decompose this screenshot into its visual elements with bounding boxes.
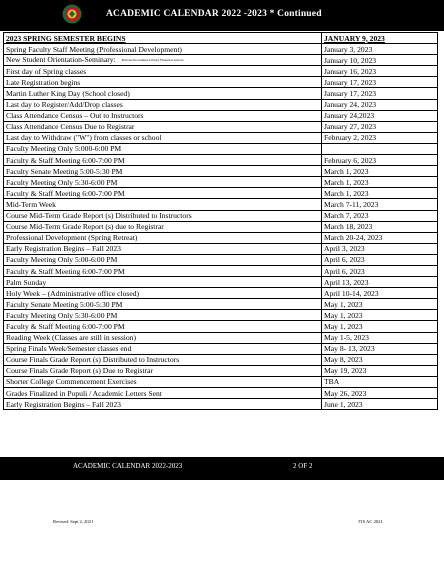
date-cell: March 7-11, 2023: [322, 199, 438, 210]
date-cell: May 8- 13, 2023: [322, 343, 438, 354]
event-cell: [4, 77, 322, 88]
event-label: Course Finals Grade Report (s) Distributed to Instructors: [6, 355, 180, 365]
table-row: [4, 399, 438, 410]
date-cell: May 1, 2023: [322, 299, 438, 310]
date-cell: March 18, 2023: [322, 221, 438, 232]
date-cell: May 8, 2023: [322, 354, 438, 365]
event-cell: [4, 365, 322, 376]
event-cell: [4, 66, 322, 77]
table-row: [4, 232, 438, 243]
event-cell: [4, 288, 322, 299]
event-cell: [4, 121, 322, 132]
date-cell: April 10-14, 2023: [322, 288, 438, 299]
event-label: Faculty Meeting Only 5:00-6:00 PM: [6, 255, 118, 265]
event-label: Reading Week (Classes are still in session): [6, 333, 137, 343]
event-label: First day of Spring classes: [6, 66, 87, 76]
event-label: Faculty Meeting Only 5:000-6:00 PM: [6, 144, 122, 154]
table-row: [4, 55, 438, 66]
event-label: Faculty & Staff Meeting 6:00-7:00 PM: [6, 266, 125, 276]
calendar-table: [3, 32, 438, 410]
event-cell: [4, 177, 322, 188]
table-row: [4, 388, 438, 399]
event-cell: [4, 55, 322, 66]
date-cell: April 6, 2023: [322, 254, 438, 265]
table-row: [4, 221, 438, 232]
event-note: Policies Procedures Library Financial Aid etc.: [121, 58, 185, 63]
event-label: Faculty Meeting Only 5:30-6:00 PM: [6, 310, 118, 320]
date-cell: January 16, 2023: [322, 66, 438, 77]
event-cell: [4, 243, 322, 254]
event-label: Grades Finalized in Populi / Academic Letters Sent: [6, 388, 162, 398]
event-cell: [4, 399, 322, 410]
event-cell: [4, 299, 322, 310]
event-label: Course Mid-Term Grade Report (s) due to Registrar: [6, 222, 164, 232]
date-cell: May 1, 2023: [322, 310, 438, 321]
event-label: Class Attendance Census Due to Registrar: [6, 122, 135, 132]
event-label: Course Mid-Term Grade Report (s) Distributed to Instructors: [6, 211, 192, 221]
event-cell: [4, 166, 322, 177]
table-row: [4, 343, 438, 354]
event-cell: [4, 221, 322, 232]
event-label: Mid-Term Week: [6, 199, 56, 209]
footer-bar: [0, 457, 444, 480]
section-header-row: [4, 33, 438, 44]
date-cell: January 17, 2023: [322, 88, 438, 99]
event-label: Early Registration Begins – Fall 2023: [6, 399, 121, 409]
date-cell: May 1-5, 2023: [322, 332, 438, 343]
event-cell: [4, 321, 322, 332]
date-cell: [322, 143, 438, 154]
event-cell: [4, 155, 322, 166]
table-row: [4, 254, 438, 265]
event-label: Martin Luther King Day (School closed): [6, 89, 130, 99]
table-row: [4, 288, 438, 299]
date-cell: May 26, 2023: [322, 388, 438, 399]
event-label: Professional Development (Spring Retreat): [6, 233, 138, 243]
event-cell: [4, 132, 322, 143]
date-cell: April 13, 2023: [322, 277, 438, 288]
date-cell: March 1, 2023: [322, 177, 438, 188]
header-bar: [0, 0, 444, 31]
event-cell: [4, 310, 322, 321]
date-cell: May 19, 2023: [322, 365, 438, 376]
date-cell: March 20-24, 2023: [322, 232, 438, 243]
event-cell: [4, 44, 322, 55]
date-cell: February 2, 2023: [322, 132, 438, 143]
document-code: JTS AC 2021: [358, 519, 383, 524]
event-cell: [4, 277, 322, 288]
event-label: Last day to Register/Add/Drop classes: [6, 100, 123, 110]
section-heading: 2023 SPRING SEMESTER BEGINS: [4, 33, 322, 44]
table-row: [4, 188, 438, 199]
date-cell: May 1, 2023: [322, 321, 438, 332]
table-row: [4, 143, 438, 154]
event-label: Late Registration begins: [6, 77, 81, 87]
event-label: New Student Orientation-Seminary:: [6, 55, 116, 65]
event-cell: [4, 99, 322, 110]
section-heading-date: JANUARY 9, 2023: [322, 33, 438, 44]
date-cell: January 10, 2023: [322, 55, 438, 66]
event-cell: [4, 188, 322, 199]
table-row: [4, 199, 438, 210]
table-row: [4, 99, 438, 110]
event-cell: [4, 143, 322, 154]
table-row: [4, 132, 438, 143]
table-row: [4, 88, 438, 99]
table-row: [4, 155, 438, 166]
date-cell: January 3, 2023: [322, 44, 438, 55]
page-title: ACADEMIC CALENDAR 2022 -2023 * Continued: [106, 9, 322, 19]
page-number: 2 OF 2: [293, 462, 313, 470]
event-label: Faculty Senate Meeting 5:00-5:30 PM: [6, 299, 123, 309]
table-row: [4, 110, 438, 121]
date-cell: January 17, 2023: [322, 77, 438, 88]
table-row: [4, 310, 438, 321]
table-row: [4, 265, 438, 276]
date-cell: February 6, 2023: [322, 155, 438, 166]
date-cell: March 7, 2023: [322, 210, 438, 221]
date-cell: TBA: [322, 376, 438, 387]
event-label: Spring Faculty Staff Meeting (Professional Development): [6, 44, 182, 54]
event-label: Palm Sunday: [6, 277, 47, 287]
table-row: [4, 210, 438, 221]
table-row: [4, 299, 438, 310]
college-seal-icon: [62, 4, 82, 24]
table-row: [4, 166, 438, 177]
event-label: Holy Week – (Administrative office closed): [6, 288, 140, 298]
date-cell: January 24,2023: [322, 110, 438, 121]
table-row: [4, 321, 438, 332]
event-cell: [4, 232, 322, 243]
event-cell: [4, 199, 322, 210]
event-label: Faculty & Staff Meeting 6:00-7:00 PM: [6, 321, 125, 331]
event-label: Faculty & Staff Meeting 6:00-7:00 PM: [6, 188, 125, 198]
event-cell: [4, 254, 322, 265]
event-cell: [4, 376, 322, 387]
table-row: [4, 376, 438, 387]
table-row: [4, 354, 438, 365]
event-label: Class Attendance Census – Out to Instructors: [6, 111, 144, 121]
event-cell: [4, 354, 322, 365]
table-row: [4, 277, 438, 288]
event-cell: [4, 388, 322, 399]
event-cell: [4, 332, 322, 343]
event-label: Last day to Withdraw ("W") from classes or school: [6, 133, 162, 143]
table-row: [4, 365, 438, 376]
date-cell: April 6, 2023: [322, 265, 438, 276]
table-row: [4, 44, 438, 55]
revised-date: Revised: Sept 2, 2021: [53, 519, 94, 524]
table-row: [4, 177, 438, 188]
table-row: [4, 66, 438, 77]
event-label: Faculty Meeting Only 5:30-6:00 PM: [6, 177, 118, 187]
table-row: [4, 121, 438, 132]
footer-title: ACADEMIC CALENDAR 2022-2023: [73, 462, 183, 470]
date-cell: March 1, 2023: [322, 166, 438, 177]
event-cell: [4, 88, 322, 99]
event-label: Faculty Senate Meeting 5:00-5:30 PM: [6, 166, 123, 176]
event-label: Course Finals Grade Report (s) Due to Registrar: [6, 366, 153, 376]
date-cell: June 1, 2023: [322, 399, 438, 410]
date-cell: January 27, 2023: [322, 121, 438, 132]
event-cell: [4, 210, 322, 221]
event-cell: [4, 110, 322, 121]
date-cell: January 24, 2023: [322, 99, 438, 110]
event-label: Early Registration Begins – Fall 2023: [6, 244, 121, 254]
event-cell: [4, 343, 322, 354]
table-row: [4, 243, 438, 254]
table-row: [4, 332, 438, 343]
event-label: Spring Finals Week/Semester classes end: [6, 344, 132, 354]
event-cell: [4, 265, 322, 276]
table-row: [4, 77, 438, 88]
event-label: Faculty & Staff Meeting 6:00-7:00 PM: [6, 155, 125, 165]
event-label: Shorter College Commencement Exercises: [6, 377, 137, 387]
date-cell: March 1, 2023: [322, 188, 438, 199]
date-cell: April 3, 2023: [322, 243, 438, 254]
